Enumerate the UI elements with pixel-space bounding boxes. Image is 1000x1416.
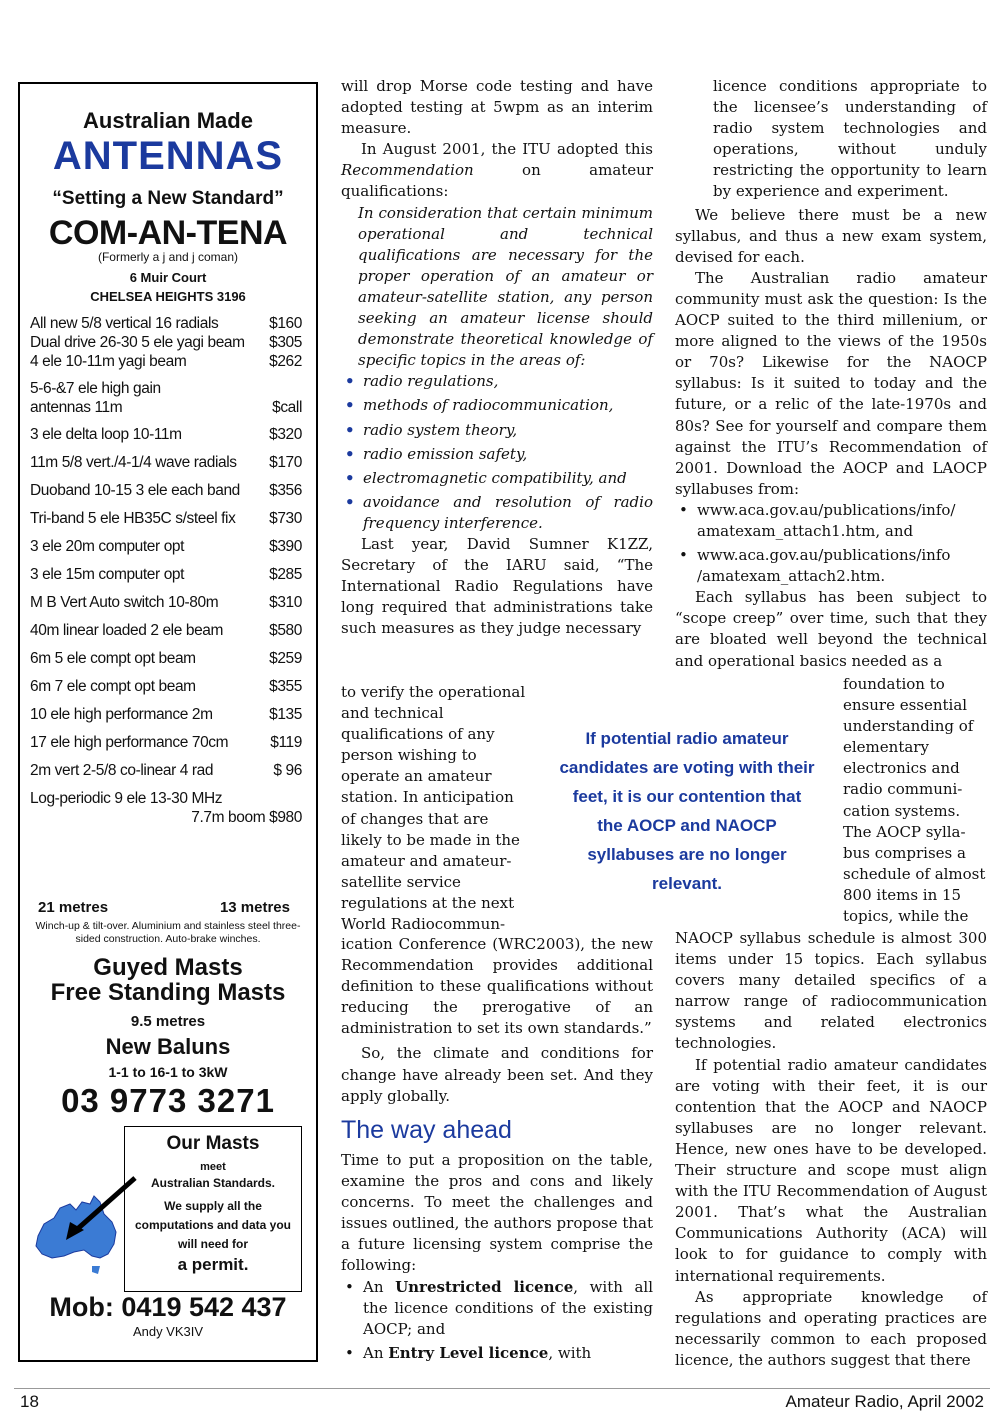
paragraph: licence conditions appropriate to the licensee’s understanding of radio system technologies and operations, without unduly restricting the opportunity to learn by experience and experiment.: [713, 77, 987, 201]
list-item: • radio system theory,: [341, 420, 653, 441]
price-item: 2m vert 2-5/8 co-linear 4 rad $ 96: [30, 762, 302, 779]
ad-slogan: “Setting a New Standard”: [52, 188, 284, 209]
our-masts-title: Our Masts: [166, 1133, 260, 1154]
price-list: [30, 314, 302, 827]
price-item: 11m 5/8 vert./4-1/4 wave radials $170: [30, 454, 302, 471]
our-masts-meet: meet: [200, 1161, 226, 1173]
australia-map-icon: [30, 1174, 150, 1284]
column-3-top: [675, 76, 987, 672]
mast-9-5m: 9.5 metres: [130, 1013, 206, 1030]
price-item: M B Vert Auto switch 10-80m $310: [30, 594, 302, 611]
itu-quote: In consideration that certain minimum operational and technical qualifications are necessary for the proper operation of an amateur or amateur-satellite station, any person seeking an amateur license should demonstrate theoretical knowledge of specific topics in the areas of:: [358, 203, 653, 370]
footer-divider: [14, 1388, 990, 1389]
paragraph: As appropriate knowledge of regulations and operating practices are necessarily common to each proposed licence, the authors suggest that there: [675, 1287, 987, 1369]
contact-name: Andy VK3IV: [132, 1324, 204, 1339]
paragraph: Time to put a proposition on the table, examine the pros and cons and likely concerns. To meet the challenges and issues outlined, the authors propose that a future licensing system comprise the following:: [341, 1151, 653, 1275]
price-item: 3 ele 20m computer opt $390: [30, 538, 302, 555]
australian-standards: Australian Standards.: [150, 1176, 276, 1190]
price-item: Tri-band 5 ele HB35C s/steel fix $730: [30, 510, 302, 527]
column-3-narrow: foundation to ensure essential understanding of elementary electronics and radio communi-cation systems. The AOCP sylla-bus comprises a schedule of almost 800 items in 15 topics, while the: [843, 675, 986, 926]
list-item: • radio emission safety,: [341, 444, 653, 465]
guyed-masts: Guyed Masts: [93, 954, 243, 981]
paragraph: Each syllabus has been subject to “scope creep” over time, such that they are bloated well beyond the technical and operational basics needed as a: [675, 588, 987, 670]
paragraph: Last year, David Sumner K1ZZ, Secretary of the IARU said, “The International Radio Regulations have long required that administrations take such measures as they judge necessary: [341, 534, 653, 638]
url-list: [675, 500, 987, 587]
pull-quote: If potential radio amateur candidates are voting with their feet, it is our contention that the AOCP and NAOCP syllabuses are no longer relevant.: [559, 729, 815, 893]
price-item: 3 ele delta loop 10-11m $320: [30, 426, 302, 443]
mast-21m: 21 metres: [38, 899, 109, 916]
winch-description: Winch-up & tilt-over. Aluminium and stainless steel three-sided construction. Auto-brake winches.: [35, 920, 301, 945]
price-item: Dual drive 26-30 5 ele yagi beam $305: [30, 334, 302, 351]
list-item: • radio regulations,: [341, 371, 653, 392]
ad-formerly: (Formerly a j and j coman): [97, 250, 239, 264]
permit-text: a permit.: [177, 1255, 249, 1274]
magazine-issue: Amateur Radio, April 2002: [785, 1392, 984, 1411]
list-item: • electromagnetic compatibility, and: [341, 468, 653, 489]
price-item: 6m 7 ele compt opt beam $355: [30, 678, 302, 695]
list-item: • methods of radiocommunication,: [341, 395, 653, 416]
quote-bullet-list: [341, 371, 653, 534]
column-2-top: [341, 76, 653, 639]
paragraph: If potential radio amateur candidates are voting with their feet, it is our contention that the AOCP and NAOCP syllabuses are no longer relevant. Hence, new ones have to be developed. Their structure and scope must align with the ITU Recommendation of August 2001. That’s what the Australian Communications Authority (ACA) will look to for guidance to comply with international requirements.: [675, 1055, 987, 1285]
list-item: • An Unrestricted licence, with all the licence conditions of the existing AOCP; and: [341, 1277, 653, 1340]
column-2-bottom: [341, 1150, 653, 1364]
column-3-bottom: [675, 928, 987, 1371]
free-standing-masts: Free Standing Masts: [50, 979, 286, 1006]
ad-company: COM-AN-TENA: [48, 214, 288, 252]
paragraph: NAOCP syllabus schedule is almost 300 items under 15 topics. Each syllabus covers many detailed specifics of a narrow range of radiocommunication systems and related electronics technologies.: [675, 929, 987, 1053]
list-item: • An Entry Level licence, with: [341, 1343, 653, 1364]
advertisement-box: [18, 82, 318, 1362]
price-item: All new 5/8 vertical 16 radials $160: [30, 315, 302, 332]
our-masts-box: [124, 1126, 302, 1292]
list-item: • avoidance and resolution of radio frequency interference.: [341, 492, 653, 534]
new-baluns: New Baluns: [105, 1034, 231, 1059]
column-2-middle: [341, 934, 653, 1107]
ad-address-suburb: CHELSEA HEIGHTS 3196: [90, 289, 246, 304]
supply-text: We supply all the computations and data you will need for: [134, 1199, 291, 1251]
paragraph: We believe there must be a new syllabus, and thus a new exam system, devised for each.: [675, 205, 987, 266]
price-item: 40m linear loaded 2 ele beam $580: [30, 622, 302, 639]
ad-address-street: 6 Muir Court: [129, 270, 207, 285]
ad-line1: Australian Made: [83, 108, 253, 133]
url-item[interactable]: • www.aca.gov.au/publications/info/ amatexam_attach1.htm, and: [675, 500, 987, 542]
baluns-range: 1-1 to 16-1 to 3kW: [108, 1064, 228, 1080]
paragraph: In August 2001, the ITU adopted this Recommendation on amateur qualifications:: [341, 140, 653, 201]
url-item[interactable]: • www.aca.gov.au/publications/info /amatexam_attach2.htm.: [675, 545, 987, 587]
mobile-number: Mob: 0419 542 437: [49, 1292, 287, 1322]
price-item: 3 ele 15m computer opt $285: [30, 566, 302, 583]
price-item: 6m 5 ele compt opt beam $259: [30, 650, 302, 667]
mast-13m: 13 metres: [219, 899, 290, 916]
price-item: Duoband 10-15 3 ele each band $356: [30, 482, 302, 499]
price-item: 10 ele high performance 2m $135: [30, 706, 302, 723]
paragraph: The Australian radio amateur community must ask the question: Is the AOCP suited to the third millenium, or more aligned to the views of the 1950s or 70s? Likewise for the NAOCP syllabus: Is it suited to today and the future, or a relic of the late-1970s and 80s? See for yourself and compare them against the ITU’s Recommendation of 2001. Download the AOCP and LAOCP syllabuses from:: [675, 268, 987, 498]
licence-list: [341, 1277, 653, 1364]
price-item: 17 ele high performance 70cm $119: [30, 734, 302, 751]
price-item: 5-6-&7 ele high gain antennas 11m $call: [30, 380, 302, 416]
paragraph: So, the climate and conditions for change have already been set. And they apply globally.: [341, 1044, 653, 1105]
ad-headline: ANTENNAS: [52, 134, 284, 178]
paragraph: ication Conference (WRC2003), the new Recommendation provides additional definition to these qualifications without reducing the prerogative of an administration to set its own standards.”: [341, 935, 653, 1038]
price-item: Log-periodic 9 ele 13-30 MHz 7.7m boom $980: [30, 790, 302, 826]
phone-number: 03 9773 3271: [61, 1082, 275, 1119]
section-heading: The way ahead: [341, 1116, 512, 1144]
price-item: 4 ele 10-11m yagi beam $262: [30, 353, 302, 370]
paragraph: will drop Morse code testing and have adopted testing at 5wpm as an interim measure.: [341, 77, 653, 138]
column-2-narrow: to verify the operational and technical qualifications of any person wishing to operate an amateur station. In anticipation of changes that are likely to be made in the amateur and amateur-satellite service regulations at the next World Radiocommun-: [341, 683, 526, 934]
page-number: 18: [20, 1392, 39, 1411]
